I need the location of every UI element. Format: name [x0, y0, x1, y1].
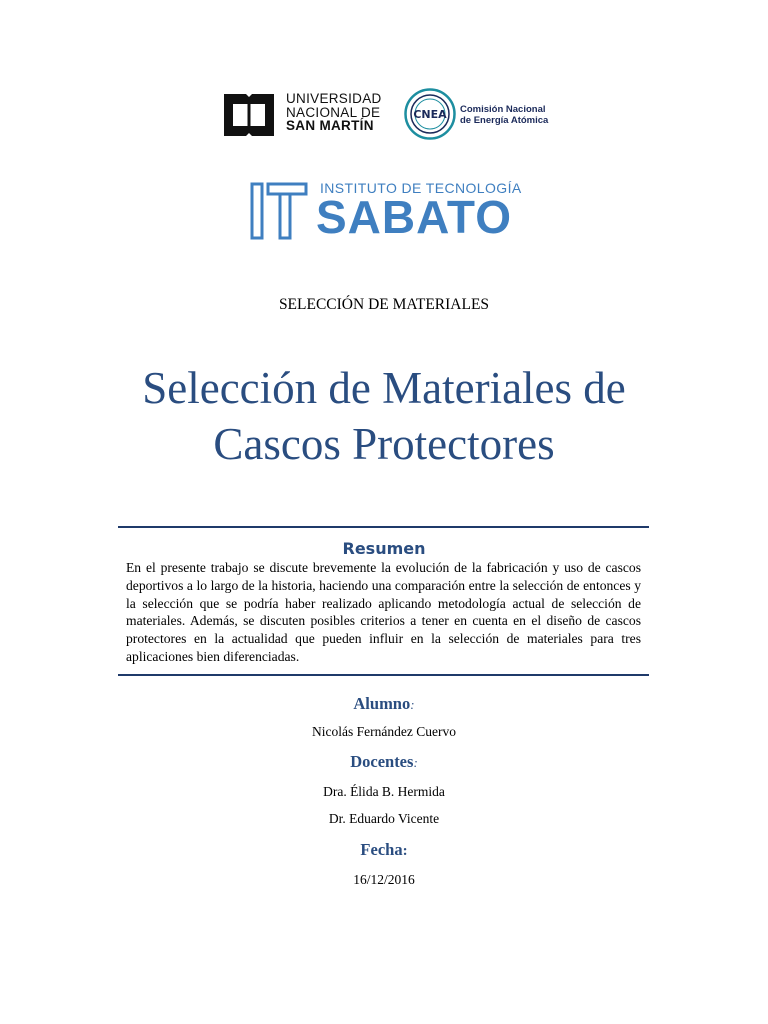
cnea-line2: de Energía Atómica	[460, 115, 549, 126]
student-label: Alumno	[353, 694, 411, 713]
unsam-book-icon	[224, 94, 274, 136]
teachers-heading	[0, 752, 768, 772]
sabato-it-icon	[250, 182, 308, 240]
date-label: Fecha	[360, 840, 403, 859]
document-title	[60, 360, 708, 472]
date-heading	[0, 840, 768, 860]
student-colon: :	[410, 697, 415, 712]
unsam-line2: NACIONAL DE	[286, 104, 381, 120]
sabato-institute-label: INSTITUTO DE TECNOLOGÍA	[320, 180, 522, 196]
title-line-2: Cascos Protectores	[213, 419, 555, 469]
teachers-colon: :	[413, 755, 418, 770]
svg-text:CNEA: CNEA	[413, 108, 447, 121]
abstract-heading: Resumen	[342, 539, 426, 558]
unsam-logo	[224, 92, 384, 138]
cnea-seal-icon	[404, 88, 456, 140]
abstract-top-rule	[118, 526, 649, 528]
teachers-label: Docentes	[350, 752, 414, 771]
title-line-1: Selección de Materiales de	[142, 363, 626, 413]
cnea-logo	[404, 88, 564, 142]
abstract-bottom-rule	[118, 674, 649, 676]
sabato-logo	[250, 178, 522, 242]
abstract-text: En el presente trabajo se discute brevemente la evolución de la fabricación y uso de cascos deportivos a lo largo de la historia, haciendo una comparación entre la selección de entonces y la selección que se podría haber realizado aplicando metodología actual de selección de materiales. Además, se discuten posibles criterios a tener en cuenta en el diseño de cascos protectores en la actualidad que pueden influir en la selección de materiales para tres aplicaciones bien diferenciadas.	[126, 560, 641, 664]
student-name: Nicolás Fernández Cuervo	[312, 724, 456, 739]
cnea-wordmark	[460, 104, 548, 126]
unsam-wordmark	[286, 92, 382, 133]
teacher-name-1: Dra. Élida B. Hermida	[323, 784, 445, 799]
date-value: 16/12/2016	[353, 872, 415, 887]
student-heading	[0, 694, 768, 714]
unsam-line1: UNIVERSIDAD	[286, 91, 382, 106]
course-name: SELECCIÓN DE MATERIALES	[278, 296, 490, 313]
teacher-name-2: Dr. Eduardo Vicente	[328, 811, 440, 826]
date-colon: :	[402, 843, 408, 859]
cnea-line1: Comisión Nacional	[460, 104, 546, 115]
sabato-wordmark: SABATO	[316, 191, 512, 243]
unsam-line3: SAN MARTÍN	[286, 118, 374, 133]
